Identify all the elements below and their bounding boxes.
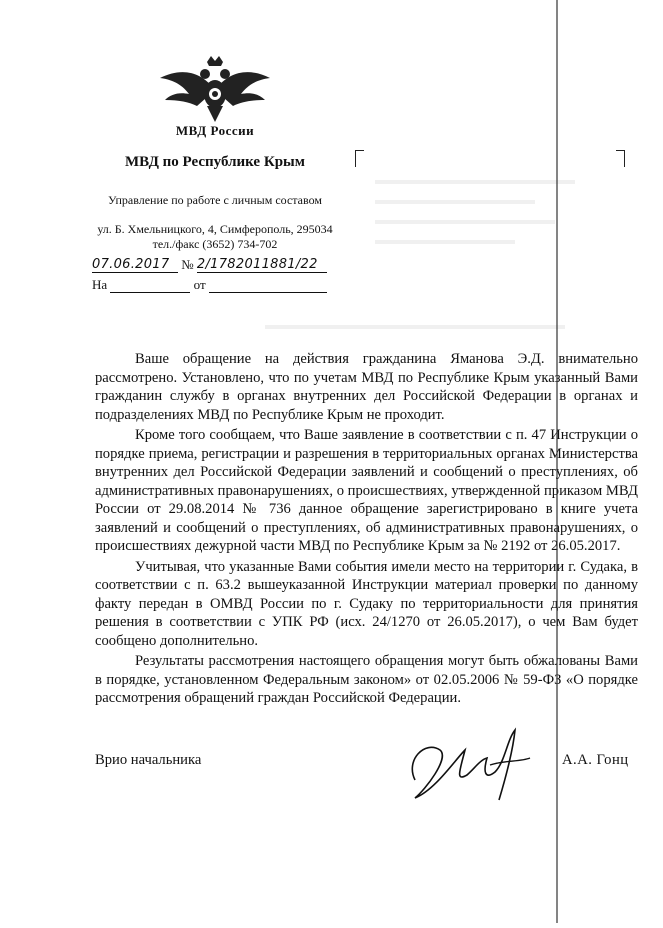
- reply-to-from: от: [193, 277, 206, 292]
- signatory-name-text: А.А. Гонц: [562, 752, 629, 768]
- paragraph: Ваше обращение на действия гражданина Яманова Э.Д. внимательно рассмотрено. Установлено, что по учетам МВД по Республике Крым указанный Вами гражданин службу в органах внутренних дел Российской Федерации в органах и подразделениях МВД по Республике Крым не проходит.: [95, 351, 638, 423]
- paragraph: Кроме того сообщаем, что Ваше заявление в соответствии с п. 47 Инструкции о порядке приема, регистрации и разрешения в территориальных органах Министерства внутренних дел Российской Федерации заявлений и сообщений о преступлениях, об административных правонарушениях, о происшествиях, утвержденной приказом МВД России от 29.08.2014 № 736 данное обращение зарегистрировано в книге учета заявлений и сообщений о преступлениях, об административных правонарушениях, о происшествиях дежурной части МВД по Республике Крым за № 2192 от 26.05.2017.: [95, 427, 638, 554]
- number-handwritten: 2/1782011881/22: [197, 257, 327, 273]
- handwritten-signature: [395, 720, 555, 820]
- reply-to-number-field: [110, 278, 190, 293]
- scan-line-artifact: [556, 0, 558, 923]
- address: [80, 222, 350, 252]
- reply-to-date-field: [209, 278, 327, 293]
- address-line-2: тел./факс (3652) 734-702: [152, 237, 278, 251]
- addressee-block: [355, 150, 625, 180]
- reply-to-prefix: На: [92, 277, 108, 292]
- signatory-title: Врио начальника: [95, 752, 202, 768]
- addressee-bracket-left: [355, 150, 364, 167]
- address-line-1: ул. Б. Хмельницкого, 4, Симферополь, 295034: [97, 222, 333, 236]
- signatory-name: [562, 752, 629, 769]
- number-prefix: №: [181, 257, 194, 272]
- date-handwritten: 07.06.2017: [92, 257, 178, 273]
- org-region: МВД по Республике Крым: [125, 154, 305, 170]
- paragraph: Учитывая, что указанные Вами события имели место на территории г. Судака, в соответствии с п. 63.2 вышеуказанной Инструкции материал проверки по данному факту передан в ОМВД России по г. Судаку по территориальности для принятия решения в соответствии с УПК РФ (исх. 24/1270 от 26.05.2017), о чем Вам будет сообщено дополнительно.: [95, 558, 638, 649]
- paragraph: Результаты рассмотрения настоящего обращения могут быть обжалованы Вами в порядке, установленном Федеральным законом» от 02.05.2006 № 59-ФЗ «О порядке рассмотрения обращений граждан Российской Федерации.: [95, 653, 638, 706]
- addressee-bracket-right: [616, 150, 625, 167]
- department: Управление по работе с личным составом: [108, 193, 322, 207]
- reference-block: [92, 257, 332, 297]
- mvd-emblem-icon: [155, 50, 275, 130]
- org-name: МВД России: [175, 123, 255, 138]
